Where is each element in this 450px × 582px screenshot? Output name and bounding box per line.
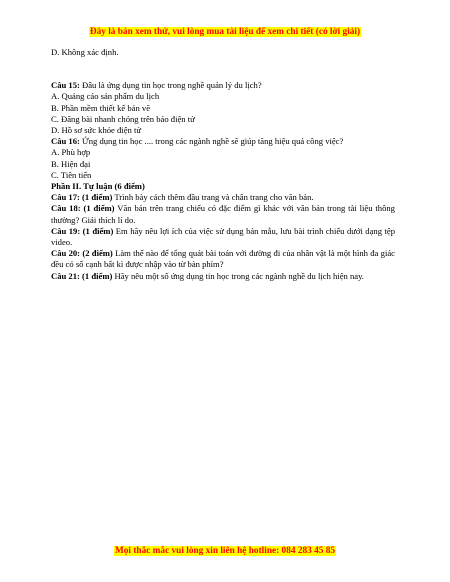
question-17-label: Câu 17: (1 điểm) [51, 192, 113, 203]
question-15-label: Câu 15: [51, 80, 80, 91]
question-16 [51, 136, 395, 147]
question-16-text: Ứng dụng tin học .... trong các ngành nghề sẽ giúp tăng hiệu quả công việc? [79, 136, 344, 147]
question-19 [51, 226, 395, 248]
question-20-text: Làm thế nào để tổng quát bài toán với đường đi của nhân vật là một hình đa giác đều có số cạnh bất kì được nhập vào từ bàn phím? [51, 248, 395, 270]
question-21-label: Câu 21: (1 điểm) [51, 270, 113, 281]
question-17-text: Trình bày cách thêm đầu trang và chân trang cho văn bản. [112, 192, 314, 203]
question-18-text: Văn bản trên trang chiếu có đặc điểm gì khác với văn bản trong tài liệu thông thường? Giải thích lí do. [51, 203, 395, 225]
header-banner-text: Đây là bản xem thử, vui lòng mua tài liệu để xem chi tiết (có lời giải) [89, 27, 361, 37]
spacer [51, 58, 395, 80]
header-banner [0, 26, 450, 38]
question-15-option-a: A. Quảng cáo sản phẩm du lịch [51, 91, 160, 102]
question-15-option-d: D. Hồ sơ sức khỏe điện tử [51, 125, 141, 136]
question-18 [51, 203, 395, 225]
question-19-text: Em hãy nêu lợi ích của việc sử dụng bản mẫu, lưu bài trình chiếu dưới dạng tệp video. [51, 225, 395, 248]
question-15-option-c: C. Đăng bài nhanh chóng trên báo điện tử [51, 113, 195, 124]
question-15-text: Đâu là ứng dụng tin học trong nghề quản lý du lịch? [79, 80, 262, 91]
part-2-title: Phần II. Tự luận (6 điểm) [51, 181, 145, 192]
footer-banner-text: Mọi thắc mắc vui lòng xin liên hệ hotline: 084 283 45 85 [114, 546, 336, 556]
question-19-label: Câu 19: (1 điểm) [51, 225, 114, 236]
footer-banner [0, 545, 450, 557]
question-15-option-b: B. Phần mềm thiết kế bản vẽ [51, 102, 151, 113]
question-16-option-c: C. Tiên tiến [51, 169, 92, 180]
question-20 [51, 248, 395, 270]
document-content [51, 47, 395, 282]
question-16-option-b: B. Hiện đại [51, 158, 91, 169]
question-21 [51, 271, 395, 282]
question-15 [51, 80, 395, 91]
question-16-label: Câu 16: [51, 136, 80, 147]
question-18-label: Câu 18: (1 điểm) [51, 203, 115, 214]
question-20-label: Câu 20: (2 điểm) [51, 248, 113, 259]
previous-option-d: D. Không xác định. [51, 47, 119, 57]
part-2-heading [51, 181, 395, 192]
question-17 [51, 192, 395, 203]
question-16-option-a: A. Phù hợp [51, 147, 91, 158]
question-21-text: Hãy nêu một số ứng dụng tin học trong các ngành nghề du lịch hiện nay. [112, 270, 364, 281]
